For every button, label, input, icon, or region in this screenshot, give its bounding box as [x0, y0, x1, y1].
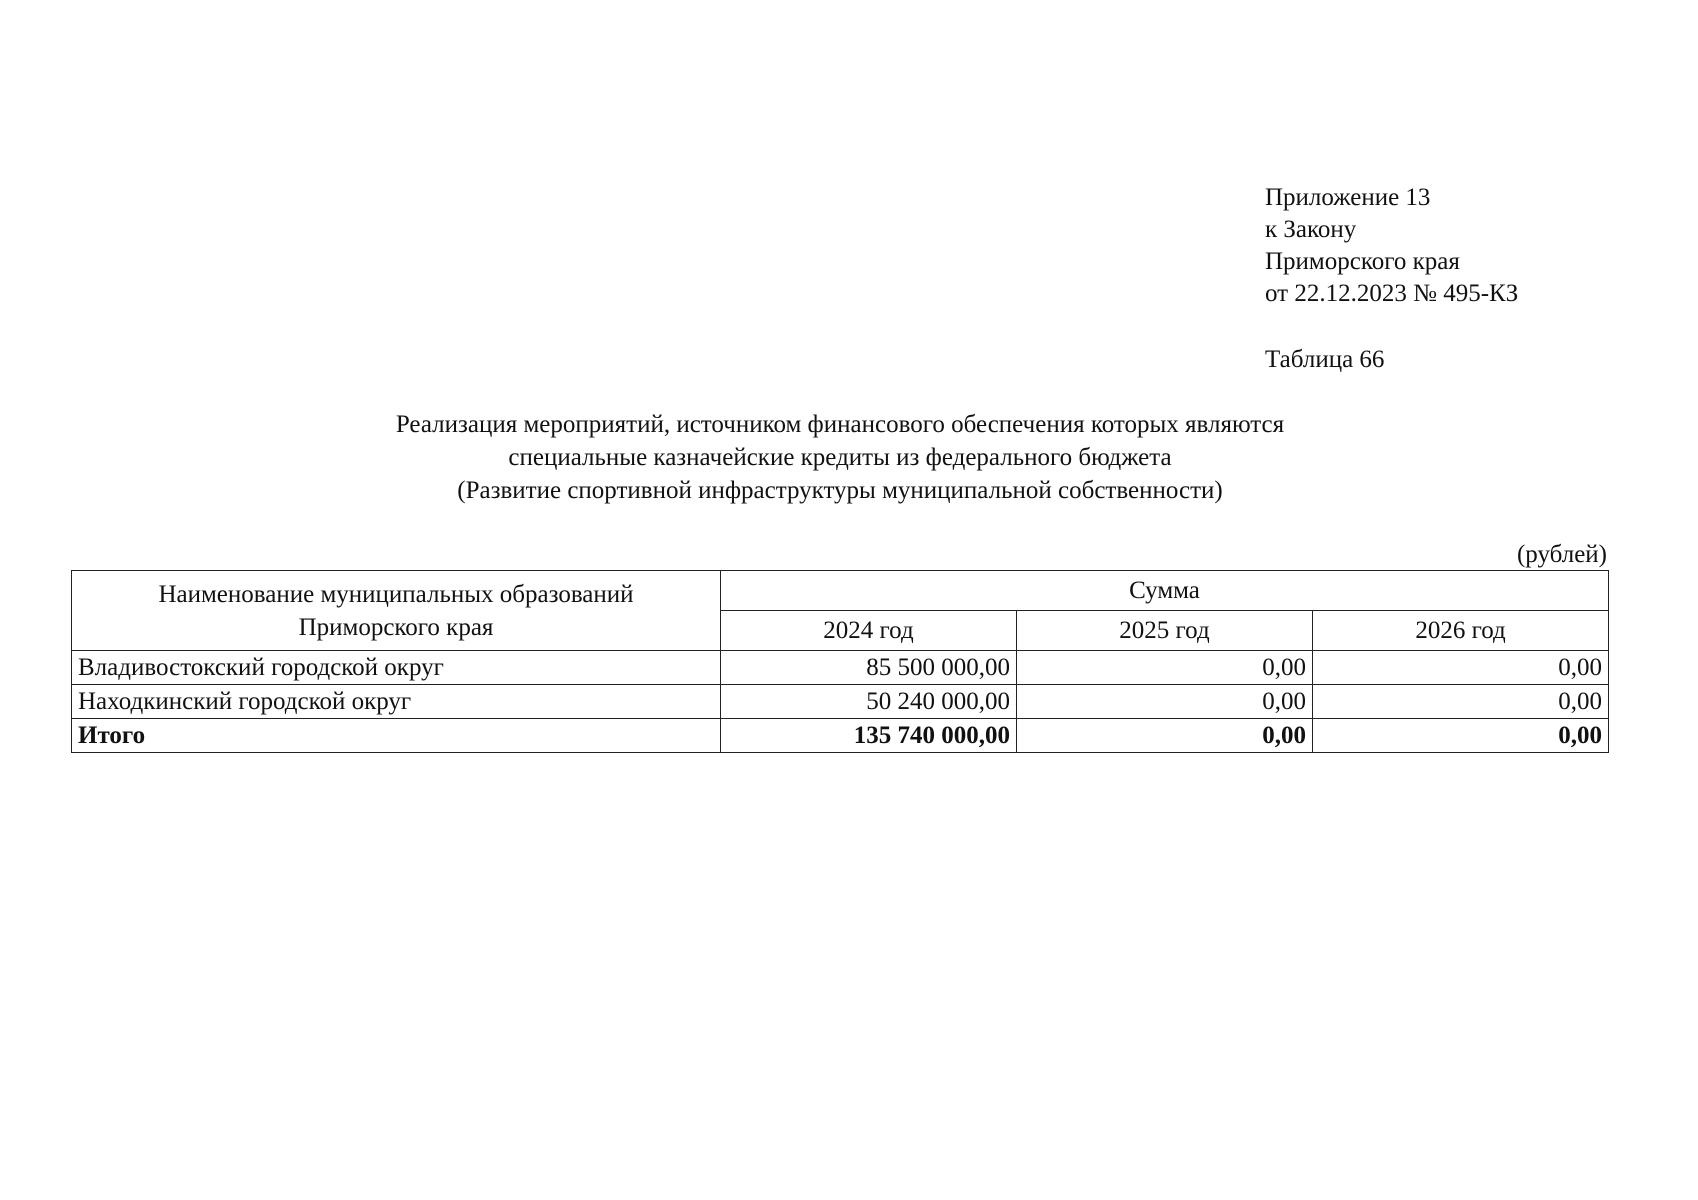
table-number: Таблица 66: [1265, 346, 1385, 373]
header-municipality-line-2: Приморского края: [298, 613, 494, 641]
budget-table: [71, 570, 1609, 753]
header-year-2026: 2026 год: [1313, 611, 1609, 651]
row-value-2024: 85 500 000,00: [721, 651, 1017, 685]
row-value-2026: 0,00: [1313, 685, 1609, 719]
total-value-2025: 0,00: [1017, 719, 1313, 753]
total-value-2024: 135 740 000,00: [721, 719, 1017, 753]
header-municipality: [72, 571, 721, 651]
header-year-2024: 2024 год: [721, 611, 1017, 651]
table-row: [72, 651, 1609, 685]
table-row: [72, 685, 1609, 719]
unit-label: (рублей): [1516, 541, 1607, 568]
header-year-2025: 2025 год: [1017, 611, 1313, 651]
total-label: Итого: [72, 719, 721, 753]
row-municipality-name: Владивостокский городской округ: [72, 651, 721, 685]
title-line-2: специальные казначейские кредиты из федерального бюджета: [508, 444, 1172, 471]
appendix-reference: [1265, 182, 1518, 310]
title-line-3: (Развитие спортивной инфраструктуры муниципальной собственности): [457, 477, 1223, 504]
row-value-2025: 0,00: [1017, 685, 1313, 719]
total-row: [72, 719, 1609, 753]
row-value-2024: 50 240 000,00: [721, 685, 1017, 719]
header-sum: Сумма: [721, 571, 1609, 611]
appendix-date: от 22.12.2023 № 495-КЗ: [1265, 280, 1519, 307]
document-title: [120, 408, 1560, 507]
row-value-2025: 0,00: [1017, 651, 1313, 685]
appendix-law: к Закону: [1265, 216, 1357, 243]
row-municipality-name: Находкинский городской округ: [72, 685, 721, 719]
appendix-region: Приморского края: [1265, 248, 1460, 275]
appendix-number: Приложение 13: [1265, 184, 1431, 211]
title-line-1: Реализация мероприятий, источником финансового обеспечения которых являются: [395, 411, 1285, 438]
row-value-2026: 0,00: [1313, 651, 1609, 685]
total-value-2026: 0,00: [1313, 719, 1609, 753]
header-municipality-line-1: Наименование муниципальных образований: [158, 580, 634, 608]
